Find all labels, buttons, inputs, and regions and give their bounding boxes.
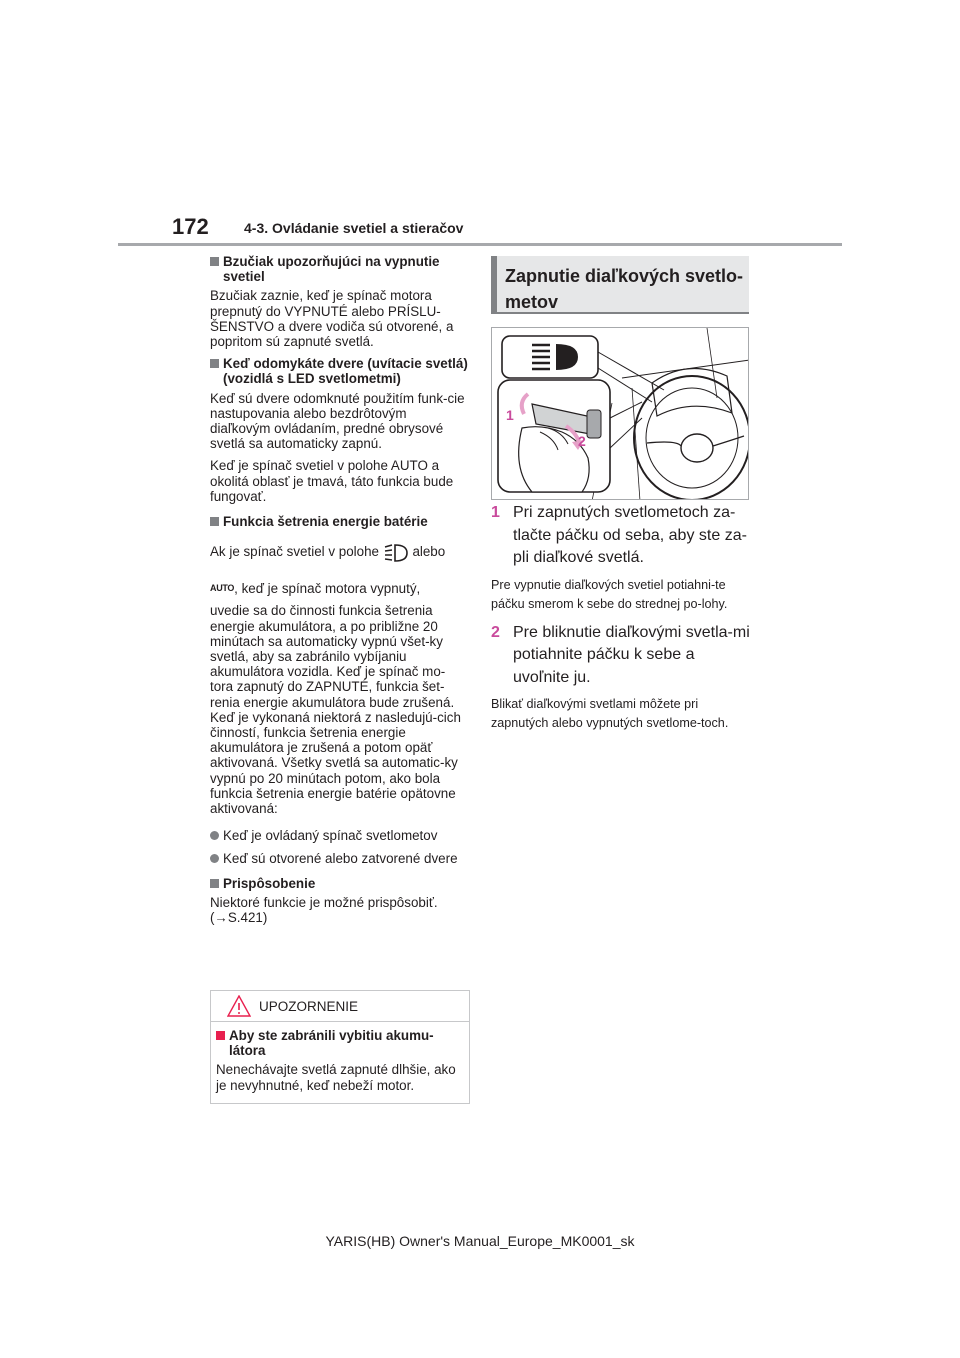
warning-triangle-icon <box>227 995 251 1017</box>
customize-text: Niektoré funkcie je možné prispôsobiť. (→S.421) <box>210 894 438 926</box>
round-bullet-icon <box>210 854 219 863</box>
caution-title: Aby ste zabránili vybitiu akumu-látora <box>216 1028 463 1058</box>
list-item: Keď sú otvorené alebo zatvorené dvere <box>210 851 468 866</box>
caution-header <box>211 991 469 1022</box>
welcome-text-1: Keď sú dvere odomknuté použitím funk-cie nastupovania alebo bezdrôtovým diaľkovým ovládaním, predné obrysové svetlá sa automaticky zapnú. <box>210 390 465 452</box>
welcome-heading: Keď odomykáte dvere (uvítacie svetlá) (vozidlá s LED svetlometmi) <box>210 356 468 386</box>
welcome-text-2: Keď je spínač svetiel v polohe AUTO a okolitá oblasť je tmavá, táto funkcia bude fungovať. <box>210 458 454 504</box>
section-banner <box>491 256 749 314</box>
caution-label: UPOZORNENIE <box>259 999 359 1014</box>
auto-icon: AUTO <box>210 583 235 594</box>
steering-wheel-lever-drawing <box>492 328 749 500</box>
square-bullet-icon <box>216 1031 225 1040</box>
battery-line-1: Ak je spínač svetiel v polohe alebo <box>210 541 468 563</box>
battery-text-d: uvedie sa do činnosti funkcia šetrenia energie akumulátora, a po približne 20 minútach sa automaticky vypnú všet-ky svetlá, aby sa zabránilo vybíjaniu akumulátora vozidla. Keď je spínač mo-tora zapnutý do ZAPNUTÉ, funkcia šet-renia energie akumulátora bude zrušená. <box>210 603 455 710</box>
step-2: 2 Pre bliknutie diaľkovými svetla-mi potiahnite páčku k sebe a uvoľnite ju. <box>491 623 750 686</box>
page-reference-link[interactable]: (→S.421) <box>210 910 268 926</box>
page-number: 172 <box>172 214 209 239</box>
headlight-lever-illustration <box>491 327 749 500</box>
step-2-note: Blikať diaľkovými svetlami môžete pri zapnutých alebo vypnutých svetlome-toch. <box>491 697 729 730</box>
square-bullet-icon <box>210 879 219 888</box>
step-number: 2 <box>491 623 500 641</box>
step-number: 1 <box>491 504 500 521</box>
section-title: 4-3. Ovládanie svetiel a stieračov <box>244 220 464 236</box>
header-divider <box>118 243 842 246</box>
square-bullet-icon <box>210 359 219 368</box>
figure-label-1: 1 <box>506 407 514 423</box>
step-1: 1 Pri zapnutých svetlometoch za-tlačte páčku od seba, aby ste za-pli diaľkové svetlá. <box>491 504 747 566</box>
battery-text-e: Keď je vykonaná niektorá z nasledujú-cich činností, funkcia šetrenia energie akumulátora je zrušená a potom opäť aktivovaná. Všetky svetlá sa automatic-ky vypnú po 20 minútach potom, ako bola funkcia šetrenia energie batérie opätovne aktivovaná: <box>210 709 461 817</box>
buzzer-text: Bzučiak zaznie, keď je spínač motora prepnutý do VYPNUTÉ alebo PRÍSLU-ŠENSTVO a dvere vodiča sú otvorené, a popritom sú zapnuté svetlá. <box>210 288 454 350</box>
battery-heading: Funkcia šetrenia energie batérie <box>210 514 468 529</box>
left-column <box>210 254 468 932</box>
figure-label-2: 2 <box>578 433 586 449</box>
battery-line-2: $^{AUTO}$, keď je spínač motora vypnutý, <box>210 581 421 597</box>
headlight-icon <box>383 543 409 563</box>
page-footer: YARIS(HB) Owner's Manual_Europe_MK0001_sk <box>325 1233 635 1249</box>
step-1-note: Pre vypnutie diaľkových svetiel potiahni-te páčku smerom k sebe do strednej po-lohy. <box>491 577 728 611</box>
caution-body <box>211 1022 469 1093</box>
list-item: Keď je ovládaný spínač svetlometov <box>210 828 468 843</box>
banner-title: Zapnutie diaľkových svetlo-metov <box>505 266 743 312</box>
square-bullet-icon <box>210 517 219 526</box>
caution-box <box>210 990 470 1104</box>
banner-accent-bar <box>491 256 497 314</box>
buzzer-heading: Bzučiak upozorňujúci na vypnutie svetiel <box>210 254 468 284</box>
round-bullet-icon <box>210 831 219 840</box>
square-bullet-icon <box>210 257 219 266</box>
caution-text: Nenechávajte svetlá zapnuté dlhšie, ako je nevyhnutné, keď nebeží motor. <box>216 1062 456 1093</box>
steps-list <box>491 502 753 741</box>
customize-heading: Prispôsobenie <box>210 876 468 891</box>
